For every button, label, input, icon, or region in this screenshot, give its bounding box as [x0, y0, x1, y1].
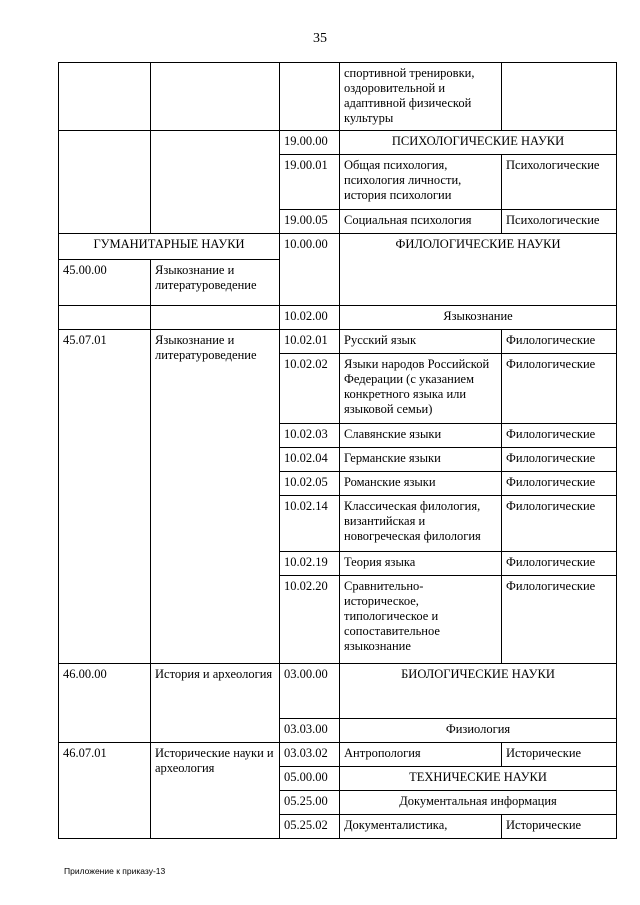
science-group-header: ГУМАНИТАРНЫЕ НАУКИ	[59, 234, 280, 260]
science-branch-cell: Психологические	[502, 155, 617, 210]
science-branch-cell: Филологические	[502, 472, 617, 496]
ugsn-code-cell	[59, 306, 151, 330]
table-row	[59, 330, 617, 354]
specialty-name-cell: Теория языка	[340, 552, 502, 576]
specialty-code-cell: 10.02.14	[280, 496, 340, 552]
science-subsection-title: Физиология	[340, 719, 617, 743]
footer-note: Приложение к приказу-13	[64, 866, 166, 876]
ugsn-code-cell: 45.07.01	[59, 330, 151, 664]
ugsn-name-cell	[151, 306, 280, 330]
specialty-code-cell: 10.02.02	[280, 354, 340, 424]
ugsn-name-cell: Языкознание и литературоведение	[151, 260, 280, 306]
specialty-name-cell: Документалистика,	[340, 815, 502, 839]
specialty-name-cell: Общая психология, психология личности, история психологии	[340, 155, 502, 210]
specialty-code-cell: 10.00.00	[280, 234, 340, 306]
specialty-code-cell: 19.00.00	[280, 131, 340, 155]
specialty-code-cell: 10.02.05	[280, 472, 340, 496]
table-row	[59, 131, 617, 155]
table-row	[59, 63, 617, 131]
specialty-code-cell: 05.25.00	[280, 791, 340, 815]
ugsn-code-cell: 46.00.00	[59, 664, 151, 743]
science-branch-cell: Филологические	[502, 448, 617, 472]
specialty-code-cell: 03.03.00	[280, 719, 340, 743]
science-subsection-title: Языкознание	[340, 306, 617, 330]
specialty-code-cell: 19.00.01	[280, 155, 340, 210]
ugsn-name-cell: Языкознание и литературоведение	[151, 330, 280, 664]
science-branch-cell: Исторические	[502, 815, 617, 839]
science-section-title: ТЕХНИЧЕСКИЕ НАУКИ	[340, 767, 617, 791]
specialty-code-cell: 03.00.00	[280, 664, 340, 719]
table-row	[59, 664, 617, 719]
specialty-name-cell: Антропология	[340, 743, 502, 767]
specialty-name-cell: Германские языки	[340, 448, 502, 472]
specialty-code-cell: 10.02.20	[280, 576, 340, 664]
table-row	[59, 234, 617, 260]
science-section-title: ФИЛОЛОГИЧЕСКИЕ НАУКИ	[340, 234, 617, 306]
ugsn-code-cell	[59, 63, 151, 131]
specialty-code-cell: 10.02.01	[280, 330, 340, 354]
specialty-name-cell: Социальная психология	[340, 210, 502, 234]
science-branch-cell: Филологические	[502, 496, 617, 552]
science-branch-cell: Филологические	[502, 552, 617, 576]
specialty-code-cell: 10.02.19	[280, 552, 340, 576]
science-section-title: ПСИХОЛОГИЧЕСКИЕ НАУКИ	[340, 131, 617, 155]
ugsn-code-cell: 45.00.00	[59, 260, 151, 306]
specialty-code-cell: 10.02.04	[280, 448, 340, 472]
specialty-name-cell: Романские языки	[340, 472, 502, 496]
specialty-name-cell: Славянские языки	[340, 424, 502, 448]
specialty-name-cell: Сравнительно-историческое, типологическое и сопоставительное языкознание	[340, 576, 502, 664]
specialty-name-cell: Языки народов Российской Федерации (с указанием конкретного языка или языковой семьи)	[340, 354, 502, 424]
table-row	[59, 306, 617, 330]
science-branch-cell: Филологические	[502, 330, 617, 354]
specialty-code-cell	[280, 63, 340, 131]
specialty-code-cell: 19.00.05	[280, 210, 340, 234]
specialty-name-cell: Русский язык	[340, 330, 502, 354]
specialty-code-cell: 05.00.00	[280, 767, 340, 791]
specialty-code-cell: 05.25.02	[280, 815, 340, 839]
science-branch-cell: Филологические	[502, 424, 617, 448]
ugsn-code-cell: 46.07.01	[59, 743, 151, 839]
page-number: 35	[313, 31, 327, 46]
specialty-code-cell: 10.02.00	[280, 306, 340, 330]
science-section-title: БИОЛОГИЧЕСКИЕ НАУКИ	[340, 664, 617, 719]
science-branch-cell: Филологические	[502, 576, 617, 664]
ugsn-name-cell	[151, 131, 280, 234]
specialty-name-cell: спортивной тренировки, оздоровительной и адаптивной физической культуры	[340, 63, 502, 131]
science-branch-cell: Психологические	[502, 210, 617, 234]
table-row	[59, 743, 617, 767]
ugsn-code-cell	[59, 131, 151, 234]
specialty-code-cell: 10.02.03	[280, 424, 340, 448]
specialties-table	[58, 62, 617, 839]
ugsn-name-cell: История и археология	[151, 664, 280, 743]
science-subsection-title: Документальная информация	[340, 791, 617, 815]
science-branch-cell	[502, 63, 617, 131]
specialty-code-cell: 03.03.02	[280, 743, 340, 767]
ugsn-name-cell: Исторические науки и археология	[151, 743, 280, 839]
specialty-name-cell: Классическая филология, византийская и новогреческая филология	[340, 496, 502, 552]
ugsn-name-cell	[151, 63, 280, 131]
science-branch-cell: Филологические	[502, 354, 617, 424]
science-branch-cell: Исторические	[502, 743, 617, 767]
